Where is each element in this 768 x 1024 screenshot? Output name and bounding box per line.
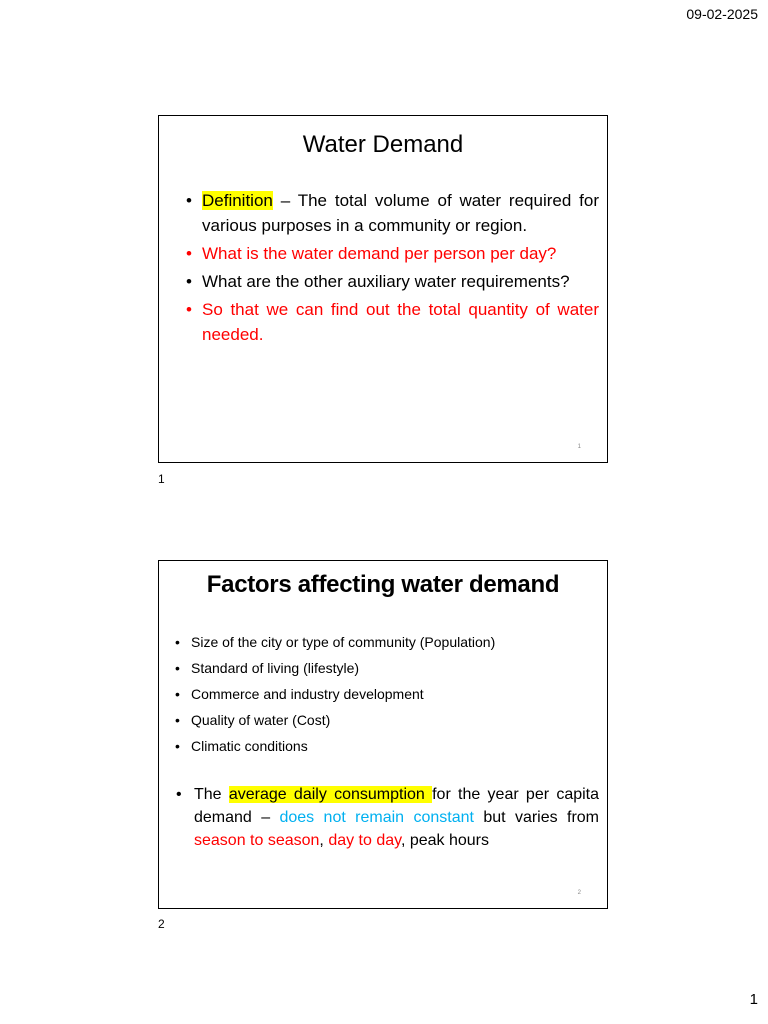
- slide-2-footer-number: 2: [577, 890, 581, 896]
- slide-1-bullets: [184, 188, 599, 350]
- factor-item: • Size of the city or type of community (Population): [173, 629, 593, 655]
- para-text-2: for the year per capita demand –: [194, 786, 600, 826]
- day-text: day to day: [328, 832, 401, 849]
- slide-2-label: 2: [158, 917, 165, 931]
- slide-1: [158, 115, 608, 463]
- page-number: 1: [749, 991, 758, 1008]
- factor-item: • Quality of water (Cost): [173, 707, 593, 733]
- bullet-definition: [184, 188, 599, 238]
- definition-text: – The total volume of water required for various purposes in a community or region.: [202, 191, 599, 235]
- para-text-1: The: [194, 786, 229, 803]
- avg-consumption-highlight: average daily consumption: [228, 786, 433, 803]
- para-text-5: , peak hours: [400, 832, 490, 849]
- season-text: season to season: [194, 832, 320, 849]
- para-text-3: but varies from: [473, 809, 600, 826]
- slide-1-title: Water Demand: [302, 131, 464, 158]
- slide-2: [158, 560, 608, 909]
- factor-item: • Commerce and industry development: [173, 681, 593, 707]
- bullet-total-quantity: • So that we can find out the total quantity of water needed.: [184, 297, 599, 347]
- consumption-paragraph: [176, 783, 599, 852]
- para-text-4: ,: [319, 832, 329, 849]
- slide-1-footer-number: 1: [577, 444, 581, 450]
- print-date: 09-02-2025: [686, 6, 758, 22]
- slide-2-title: Factors affecting water demand: [206, 571, 560, 598]
- bullet-demand-question: • What is the water demand per person per day?: [184, 241, 599, 266]
- factor-item: • Standard of living (lifestyle): [173, 655, 593, 681]
- slide-1-label: 1: [158, 472, 165, 486]
- factors-list: [173, 629, 593, 759]
- definition-highlight: Definition: [202, 191, 273, 210]
- factor-item: • Climatic conditions: [173, 733, 593, 759]
- bullet-auxiliary-question: • What are the other auxiliary water requirements?: [184, 269, 599, 294]
- not-constant-text: does not remain constant: [279, 809, 474, 826]
